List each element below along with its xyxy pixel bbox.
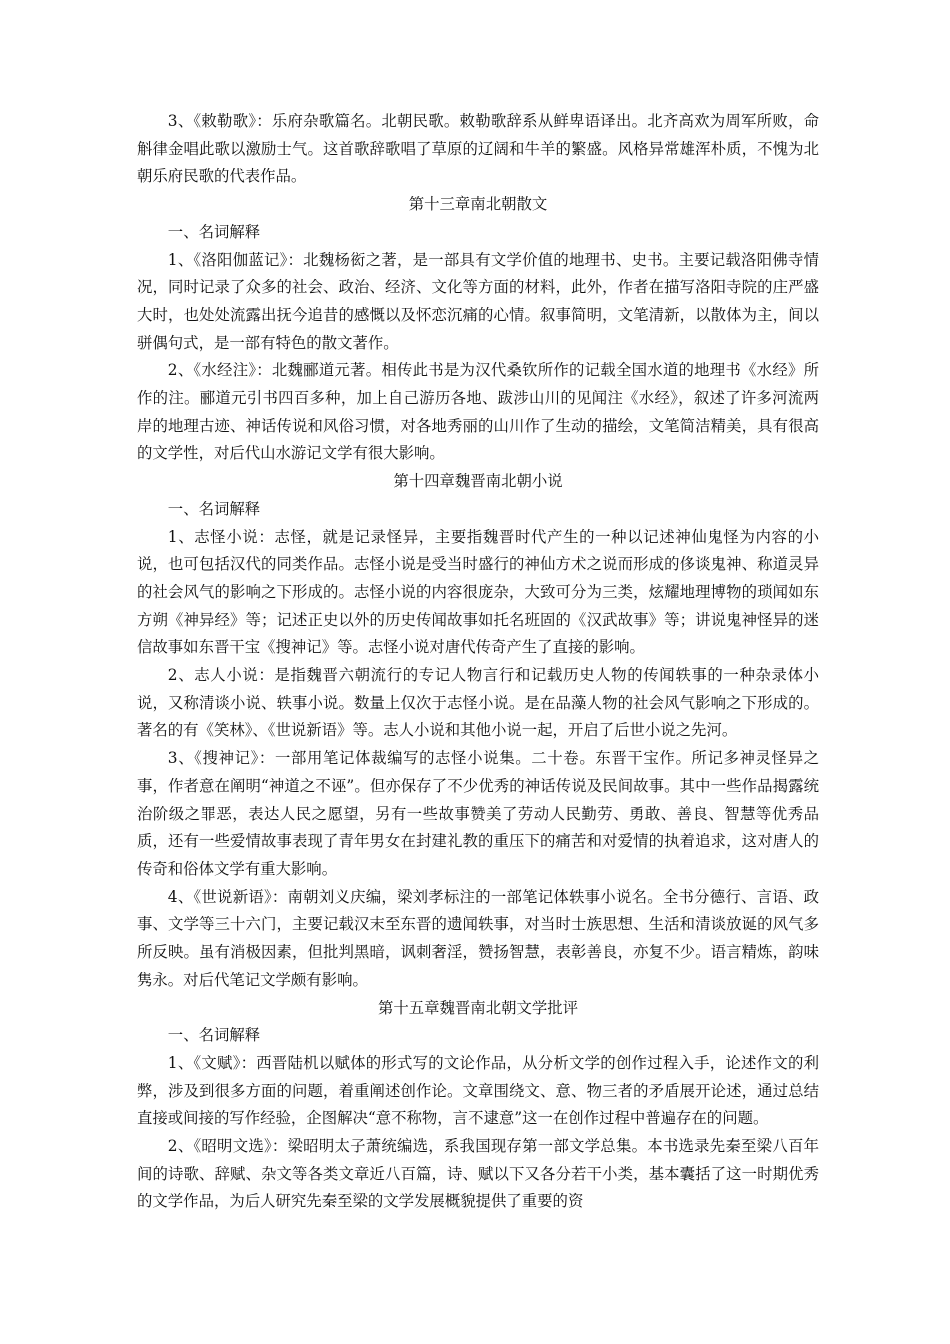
- section-term-explanation: 一、名词解释: [167, 1026, 261, 1045]
- document-page: [137, 108, 819, 1216]
- entry-shuijing-zhu: 2、《水经注》：北魏郦道元著。相传此书是为汉代桑钦所作的记载全国水道的地理书《水经》所作的注。郦道元引书四百多种，加上自己游历各地、跋涉山川的见闻注《水经》，叙述了许多河流两岸的地理古迹、神话传说和风俗习惯，对各地秀丽的山川作了生动的描绘，文笔简洁精美，具有很高的文学性，对后代山水游记文学有很大影响。: [137, 361, 819, 463]
- entry-zhiren-xiaoshuo: 2、志人小说：是指魏晋六朝流行的专记人物言行和记载历史人物的传闻轶事的一种杂录体小说，又称清谈小说、轶事小说。数量上仅次于志怪小说。是在品藻人物的社会风气影响之下形成的。著名的有《笑林》、《世说新语》等。志人小说和其他小说一起，开启了后世小说之先河。: [137, 666, 819, 740]
- entry-zhaoming-wenxuan: 2、《昭明文选》：梁昭明太子萧统编选，系我国现存第一部文学总集。本书选录先秦至梁八百年间的诗歌、辞赋、杂文等各类文章近八百篇，诗、赋以下又各分若干小类，基本囊括了这一时期优秀的文学作品，为后人研究先秦至梁的文学发展概貌提供了重要的资: [137, 1137, 819, 1211]
- entry-wen-fu: 1、《文赋》：西晋陆机以赋体的形式写的文论作品，从分析文学的创作过程入手，论述作文的利弊，涉及到很多方面的问题，着重阐述创作论。文章围绕文、意、物三者的矛盾展开论述，通过总结直接或间接的写作经验，企图解决“意不称物，言不逮意”这一在创作过程中普遍存在的问题。: [137, 1053, 819, 1128]
- section-term-explanation: 一、名词解释: [167, 222, 261, 241]
- entry-soushen-ji: 3、《搜神记》：一部用笔记体裁编写的志怪小说集。二十卷。东晋干宝作。所记多神灵怪异之事，作者意在阐明“神道之不诬”。但亦保存了不少优秀的神话传说及民间故事。其中一些作品揭露统治阶级之罪恶，表达人民之愿望，另有一些故事赞美了劳动人民勤劳、勇敢、善良、智慧等优秀品质，还有一些爱情故事表现了青年男女在封建礼教的重压下的痛苦和对爱情的执着追求，这对唐人的传奇和俗体文学有重大影响。: [137, 749, 819, 878]
- entry-shishuo-xinyu: 4、《世说新语》：南朝刘义庆编，梁刘孝标注的一部笔记体轶事小说名。全书分德行、言语、政事、文学等三十六门，主要记载汉末至东晋的遗闻轶事，对当时士族思想、生活和清谈放诞的风气多所反映。虽有消极因素，但批判黑暗，讽刺奢淫，赞扬智慧，表彰善良，亦复不少。语言精炼，韵味隽永。对后代笔记文学颇有影响。: [137, 887, 819, 989]
- chapter-14-title: 第十四章魏晋南北朝小说: [393, 472, 563, 491]
- chapter-15-title: 第十五章魏晋南北朝文学批评: [377, 998, 579, 1017]
- entry-chilege: 3、《敕勒歌》：乐府杂歌篇名。北朝民歌。敕勒歌辞系从鲜卑语译出。北齐高欢为周军所败，命斛律金唱此歌以激励士气。这首歌辞歌唱了草原的辽阔和牛羊的繁盛。风格异常雄浑朴质，不愧为北朝乐府民歌的代表作品。: [137, 112, 819, 186]
- chapter-13-title: 第十三章南北朝散文: [408, 195, 548, 214]
- entry-luoyang-qielan-ji: 1、《洛阳伽蓝记》：北魏杨衒之著，是一部具有文学价值的地理书、史书。主要记载洛阳佛寺情况，同时记录了众多的社会、政治、经济、文化等方面的材料，此外，作者在描写洛阳寺院的庄严盛大时，也处处流露出抚今追昔的感慨以及怀恋沉痛的心情。叙事简明，文笔清新，以散体为主，间以骈偶句式，是一部有特色的散文著作。: [137, 250, 819, 352]
- entry-zhiguai-xiaoshuo: 1、志怪小说：志怪，就是记录怪异，主要指魏晋时代产生的一种以记述神仙鬼怪为内容的小说，也可包括汉代的同类作品。志怪小说是受当时盛行的神仙方术之说而形成的侈谈鬼神、称道灵异的社会风气的影响之下形成的。志怪小说的内容很庞杂，大致可分为三类，炫耀地理博物的琐闻如东方朔《神异经》等；记述正史以外的历史传闻故事如托名班固的《汉武故事》等；讲说鬼神怪异的迷信故事如东晋干宝《搜神记》等。志怪小说对唐代传奇产生了直接的影响。: [137, 527, 819, 657]
- section-term-explanation: 一、名词解释: [167, 499, 261, 518]
